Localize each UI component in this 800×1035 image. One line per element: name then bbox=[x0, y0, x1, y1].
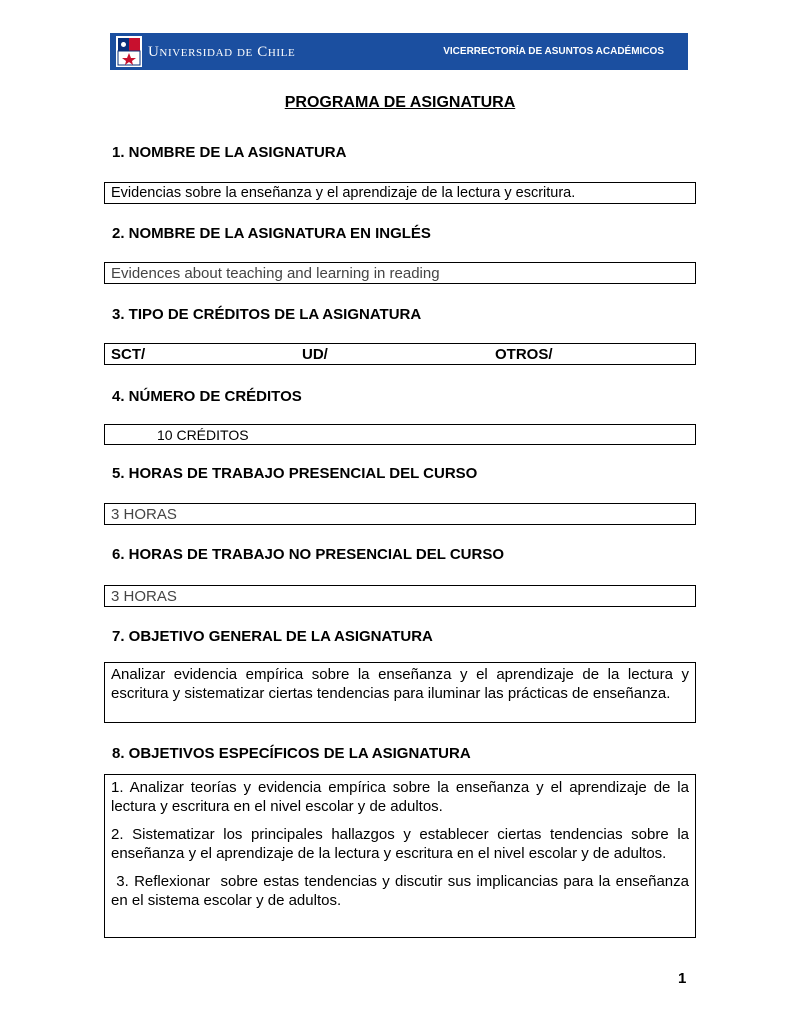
general-objective-box bbox=[104, 662, 696, 723]
course-name-box bbox=[104, 182, 696, 204]
general-objective-value: Analizar evidencia empírica sobre la enseñanza y el aprendizaje de la lectura y escritura y sistematizar ciertas tendencias para iluminar las prácticas de enseñanza. bbox=[111, 666, 689, 702]
credit-number-box bbox=[104, 424, 696, 445]
section-2-heading: 2. NOMBRE DE LA ASIGNATURA EN INGLÉS bbox=[112, 225, 431, 242]
office-name: VICERRECTORÍA DE ASUNTOS ACADÉMICOS bbox=[443, 46, 664, 57]
specific-objectives-box bbox=[104, 774, 696, 938]
specific-objective-item: 2. Sistematizar los principales hallazgos y establecer ciertas tendencias sobre la enseñanza y el aprendizaje de la lectura y escritura en el nivel escolar y de adultos. bbox=[111, 826, 689, 862]
presential-hours-value: 3 HORAS bbox=[111, 506, 177, 523]
university-shield-icon bbox=[116, 36, 142, 67]
section-3-heading: 3. TIPO DE CRÉDITOS DE LA ASIGNATURA bbox=[112, 306, 422, 323]
course-name-english-value: Evidences about teaching and learning in reading bbox=[111, 265, 440, 282]
credit-number-value: 10 CRÉDITOS bbox=[157, 427, 249, 443]
section-5-heading: 5. HORAS DE TRABAJO PRESENCIAL DEL CURSO bbox=[112, 465, 478, 482]
non-presential-hours-value: 3 HORAS bbox=[111, 588, 177, 605]
presential-hours-box bbox=[104, 503, 696, 525]
section-4-heading: 4. NÚMERO DE CRÉDITOS bbox=[112, 388, 302, 405]
credit-type-ud: UD/ bbox=[302, 346, 328, 363]
credit-type-sct: SCT/ bbox=[111, 346, 146, 363]
credit-type-otros: OTROS/ bbox=[495, 346, 553, 363]
section-8-heading: 8. OBJETIVOS ESPECÍFICOS DE LA ASIGNATURA bbox=[112, 745, 471, 762]
header-banner bbox=[110, 33, 688, 70]
university-name: Universidad de Chile bbox=[148, 44, 296, 60]
course-name-value: Evidencias sobre la enseñanza y el aprendizaje de la lectura y escritura. bbox=[111, 185, 576, 201]
credit-type-box bbox=[104, 343, 696, 365]
specific-objective-item: 1. Analizar teorías y evidencia empírica sobre la enseñanza y el aprendizaje de la lectura y escritura en el nivel escolar y de adultos. bbox=[111, 779, 689, 815]
page-number: 1 bbox=[678, 970, 687, 987]
section-7-heading: 7. OBJETIVO GENERAL DE LA ASIGNATURA bbox=[112, 628, 433, 645]
specific-objective-item: 3. Reflexionar sobre estas tendencias y discutir sus implicancias para la enseñanza en el sistema escolar y de adultos. bbox=[111, 873, 694, 909]
non-presential-hours-box bbox=[104, 585, 696, 607]
page-title: PROGRAMA DE ASIGNATURA bbox=[284, 94, 516, 111]
section-6-heading: 6. HORAS DE TRABAJO NO PRESENCIAL DEL CURSO bbox=[112, 546, 504, 563]
course-name-english-box bbox=[104, 262, 696, 284]
section-1-heading: 1. NOMBRE DE LA ASIGNATURA bbox=[112, 144, 347, 161]
